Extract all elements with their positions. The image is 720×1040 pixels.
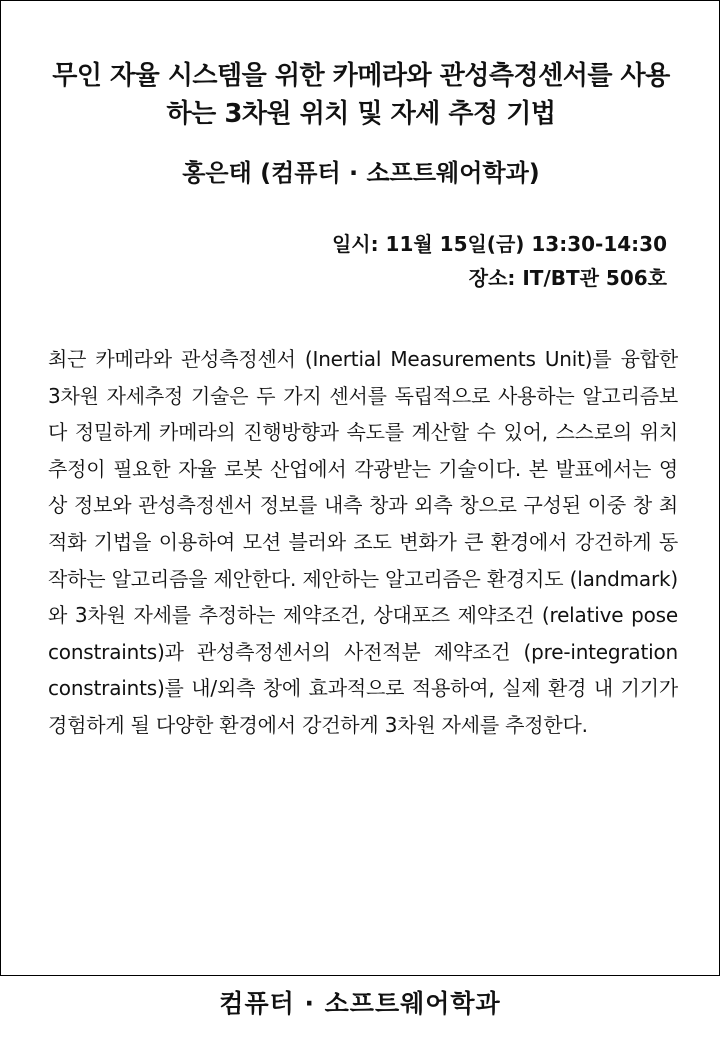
title-line-2: 하는 3차원 위치 및 자세 추정 기법 [166, 99, 556, 129]
title-line-1: 무인 자율 시스템을 위한 카메라와 관성측정센서를 사용 [52, 61, 670, 91]
footer-department: 컴퓨터 · 소프트웨어학과 [219, 989, 501, 1018]
abstract-text: 최근 카메라와 관성측정센서 (Inertial Measurements Unit)를 융합한 3차원 자세추정 기술은 두 가지 센서를 독립적으로 사용하는 알고리즘보다 정밀하게 카메라의 진행방향과 속도를 계산할 수 있어, 스스로의 위치 추정이 필요한 자율 로봇 산업에서 각광받는 기술이다. 본 발표에서는 영상 정보와 관성측정센서 정보를 내측 창과 외측 창으로 구성된 이중 창 최적화 기법을 이용하여 모션 블러와 조도 변화가 큰 환경에서 강건하게 동작하는 알고리즘을 제안한다. 제안하는 알고리즘은 환경지도 (landmark)와 3차원 자세를 추정하는 제약조건, 상대포즈 제약조건 (relative pose constraints)과 관성측정센서의 사전적분 제약조건 (pre-integration constraints)를 내/외측 창에 효과적으로 적용하여, 실제 환경 내 기기가 경험하게 될 다양한 환경에서 강건하게 3차원 자세를 추정한다. [48, 347, 678, 737]
seminar-title [1, 57, 720, 133]
event-info [332, 227, 667, 295]
event-location: 장소: IT/BT관 506호 [468, 266, 667, 290]
presenter-name: 홍은태 (컴퓨터 · 소프트웨어학과) [182, 159, 540, 187]
event-date: 일시: 11월 15일(금) 13:30-14:30 [331, 232, 667, 256]
